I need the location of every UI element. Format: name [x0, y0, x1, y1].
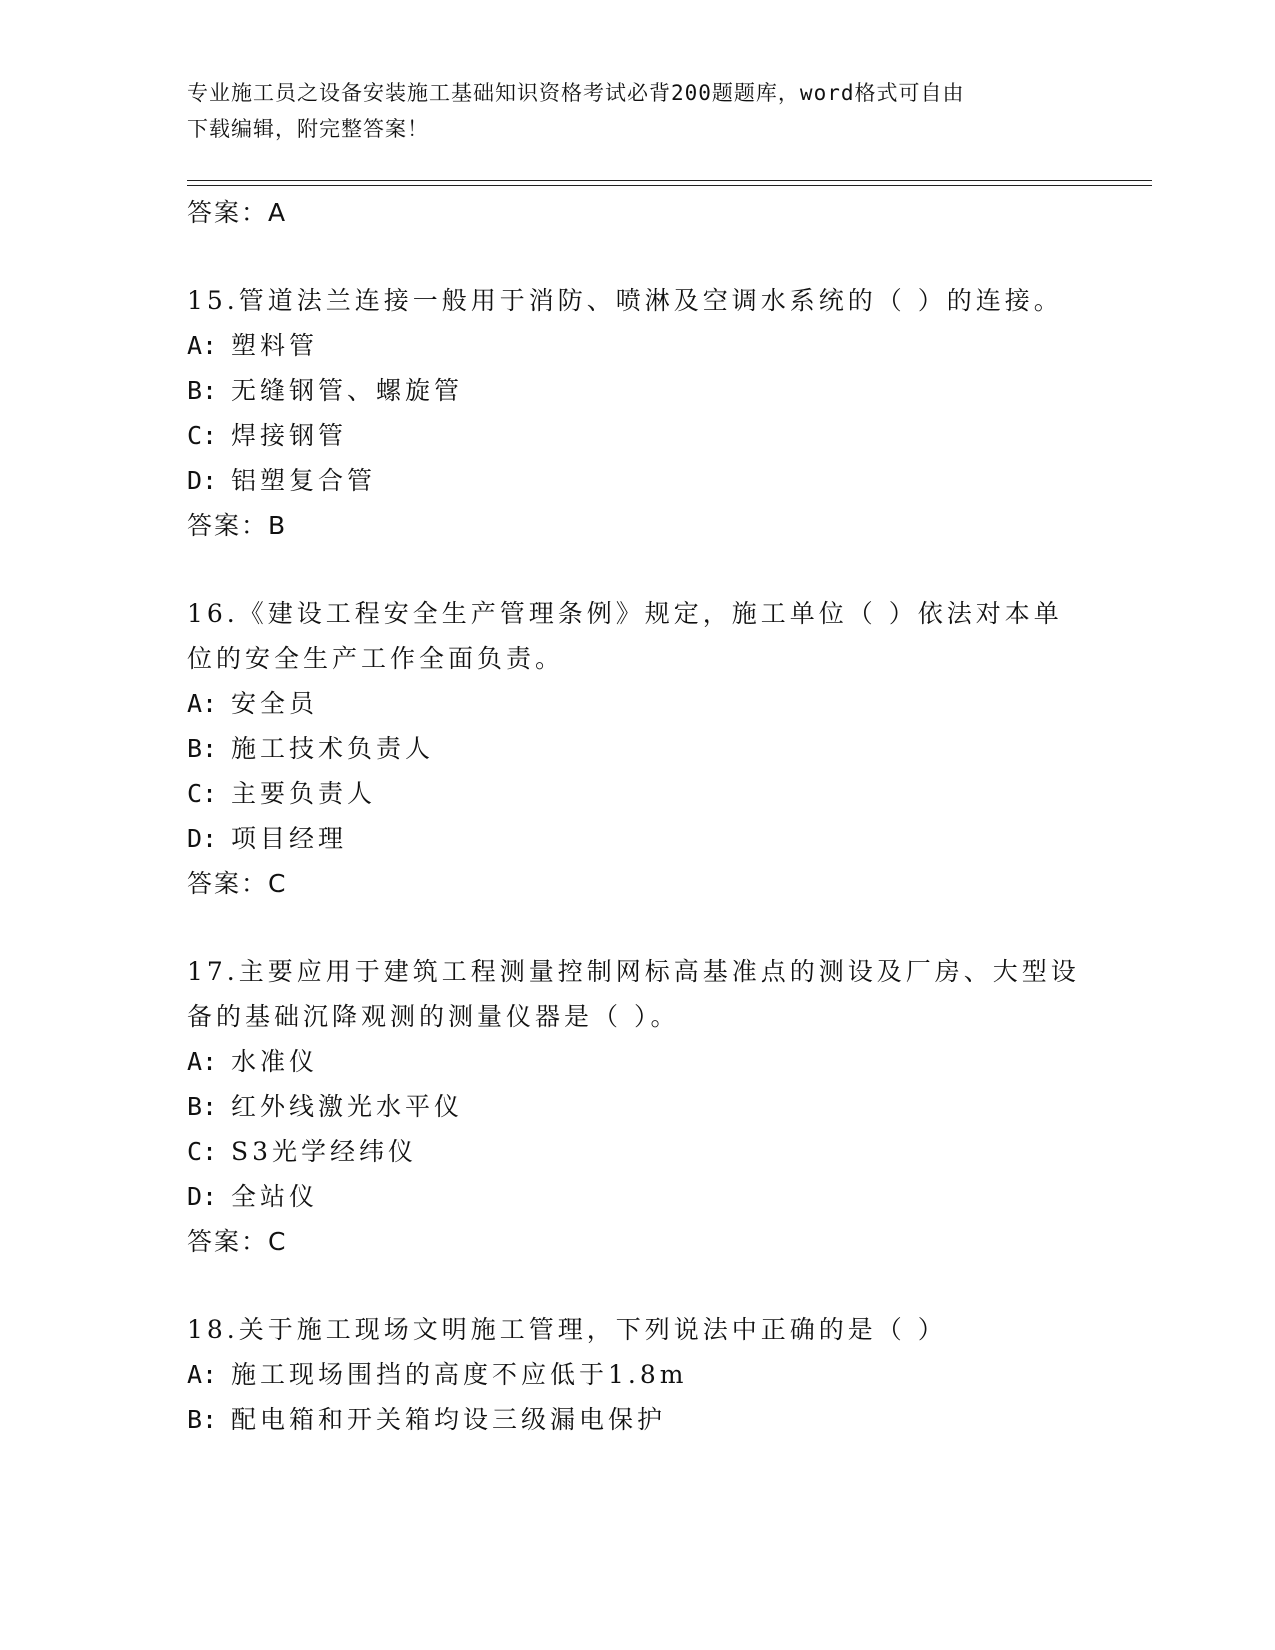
option-row [187, 458, 1087, 503]
option-letter: D: [187, 466, 218, 495]
header-divider-bottom [187, 185, 1152, 186]
option-text: 焊接钢管 [231, 421, 348, 450]
option-letter: A: [187, 689, 218, 718]
option-row [187, 771, 1087, 816]
option-text: 施工技术负责人 [231, 734, 435, 763]
option-letter: C: [187, 1137, 218, 1166]
question-block [187, 278, 1087, 548]
answer-line: 答案：B [187, 511, 288, 540]
question-list [187, 190, 1087, 1442]
option-row [187, 413, 1087, 458]
option-row [187, 1352, 1087, 1397]
option-row [187, 368, 1087, 413]
option-row [187, 1174, 1087, 1219]
option-letter: B: [187, 734, 218, 763]
option-row [187, 1397, 1087, 1442]
header-line-1: 专业施工员之设备安装施工基础知识资格考试必背200题题库，word格式可自由 [187, 81, 965, 105]
option-row [187, 1039, 1087, 1084]
option-letter: B: [187, 376, 218, 405]
option-letter: C: [187, 421, 218, 450]
header-divider-top [187, 180, 1152, 181]
question-block [187, 949, 1087, 1264]
option-row [187, 726, 1087, 771]
question-text: 18.关于施工现场文明施工管理，下列说法中正确的是（ ） [187, 1315, 947, 1344]
answer-line: 答案：C [187, 869, 288, 898]
question-text: 15.管道法兰连接一般用于消防、喷淋及空调水系统的（ ）的连接。 [187, 286, 1063, 315]
option-text: S3光学经纬仪 [231, 1137, 418, 1166]
option-letter: A: [187, 1360, 218, 1389]
question-text: 17.主要应用于建筑工程测量控制网标高基准点的测设及厂房、大型设备的基础沉降观测的测量仪器是（ ）。 [187, 957, 1080, 1031]
header-line-2: 下载编辑，附完整答案！ [187, 117, 429, 141]
option-letter: C: [187, 779, 218, 808]
option-letter: D: [187, 824, 218, 853]
option-row [187, 1129, 1087, 1174]
document-header [187, 75, 1067, 147]
answer-line: 答案：A [187, 198, 288, 227]
option-text: 项目经理 [231, 824, 348, 853]
option-text: 水准仪 [231, 1047, 319, 1076]
option-text: 全站仪 [231, 1182, 319, 1211]
option-text: 安全员 [231, 689, 319, 718]
option-text: 主要负责人 [231, 779, 377, 808]
question-block [187, 1307, 1087, 1442]
option-letter: B: [187, 1405, 218, 1434]
question-text: 16.《建设工程安全生产管理条例》规定，施工单位（ ）依法对本单位的安全生产工作全面负责。 [187, 599, 1063, 673]
option-text: 施工现场围挡的高度不应低于1.8m [231, 1360, 688, 1389]
option-text: 塑料管 [231, 331, 319, 360]
option-text: 铝塑复合管 [231, 466, 377, 495]
option-letter: A: [187, 1047, 218, 1076]
option-letter: B: [187, 1092, 218, 1121]
answer-line: 答案：C [187, 1227, 288, 1256]
option-letter: A: [187, 331, 218, 360]
option-text: 红外线激光水平仪 [231, 1092, 464, 1121]
option-text: 无缝钢管、螺旋管 [231, 376, 464, 405]
option-text: 配电箱和开关箱均设三级漏电保护 [231, 1405, 667, 1434]
question-block [187, 591, 1087, 906]
option-letter: D: [187, 1182, 218, 1211]
option-row [187, 323, 1087, 368]
option-row [187, 816, 1087, 861]
option-row [187, 1084, 1087, 1129]
option-row [187, 681, 1087, 726]
